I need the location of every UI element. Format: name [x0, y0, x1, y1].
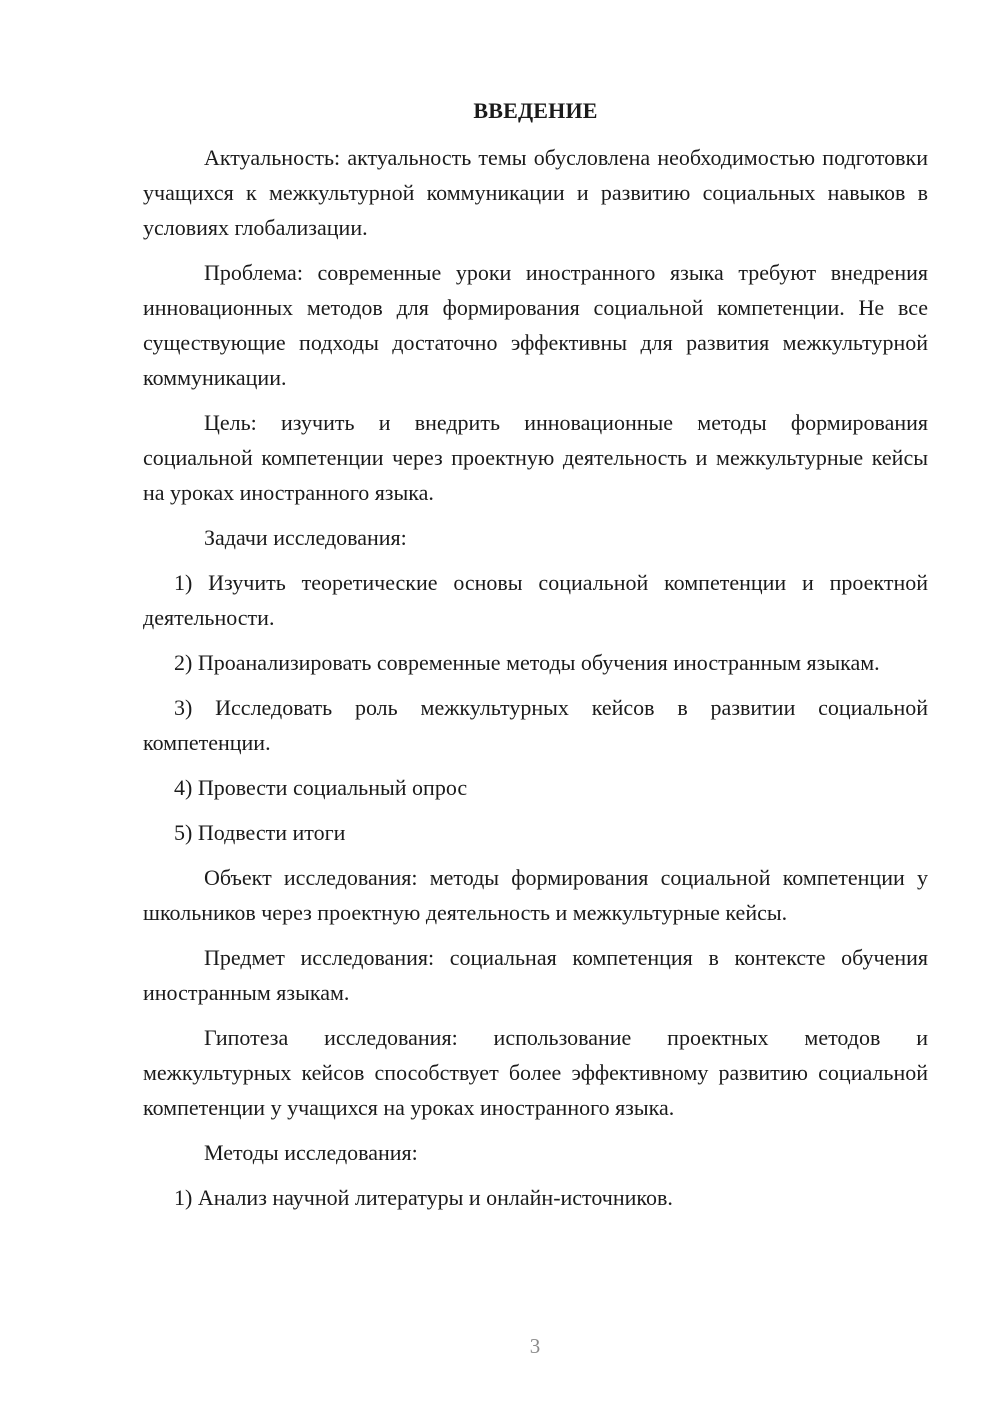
task-item-1: 1) Изучить теоретические основы социальной компетенции и проектной деятельности. — [143, 570, 928, 630]
tasks-heading: Задачи исследования: — [204, 525, 407, 550]
page-number: 3 — [529, 1334, 541, 1358]
object-paragraph: Объект исследования: методы формирования социальной компетенции у школьников через проектную деятельность и межкультурные кейсы. — [143, 865, 928, 925]
methods-heading: Методы исследования: — [204, 1140, 418, 1165]
section-title: ВВЕДЕНИЕ — [473, 98, 598, 123]
goal-paragraph: Цель: изучить и внедрить инновационные методы формирования социальной компетенции через проектную деятельность и межкультурные кейсы на уроках иностранного языка. — [143, 410, 928, 505]
task-item-4: 4) Провести социальный опрос — [174, 775, 468, 800]
task-item-5: 5) Подвести итоги — [174, 820, 346, 845]
subject-paragraph: Предмет исследования: социальная компетенция в контексте обучения иностранным языкам. — [143, 945, 928, 1005]
hypothesis-paragraph: Гипотеза исследования: использование проектных методов и межкультурных кейсов способствует более эффективному развитию социальной компетенции у учащихся на уроках иностранного языка. — [143, 1025, 928, 1120]
relevance-paragraph: Актуальность: актуальность темы обусловлена необходимостью подготовки учащихся к межкультурной коммуникации и развитию социальных навыков в условиях глобализации. — [143, 145, 928, 240]
problem-paragraph: Проблема: современные уроки иностранного языка требуют внедрения инновационных методов для формирования социальной компетенции. Не все существующие подходы достаточно эффективны для развития межкультурной коммуникации. — [143, 260, 928, 390]
method-item-1: 1) Анализ научной литературы и онлайн-источников. — [174, 1185, 673, 1210]
task-item-3: 3) Исследовать роль межкультурных кейсов в развитии социальной компетенции. — [143, 695, 928, 755]
page-content — [143, 96, 928, 1225]
task-item-2: 2) Проанализировать современные методы обучения иностранным языкам. — [174, 650, 880, 675]
